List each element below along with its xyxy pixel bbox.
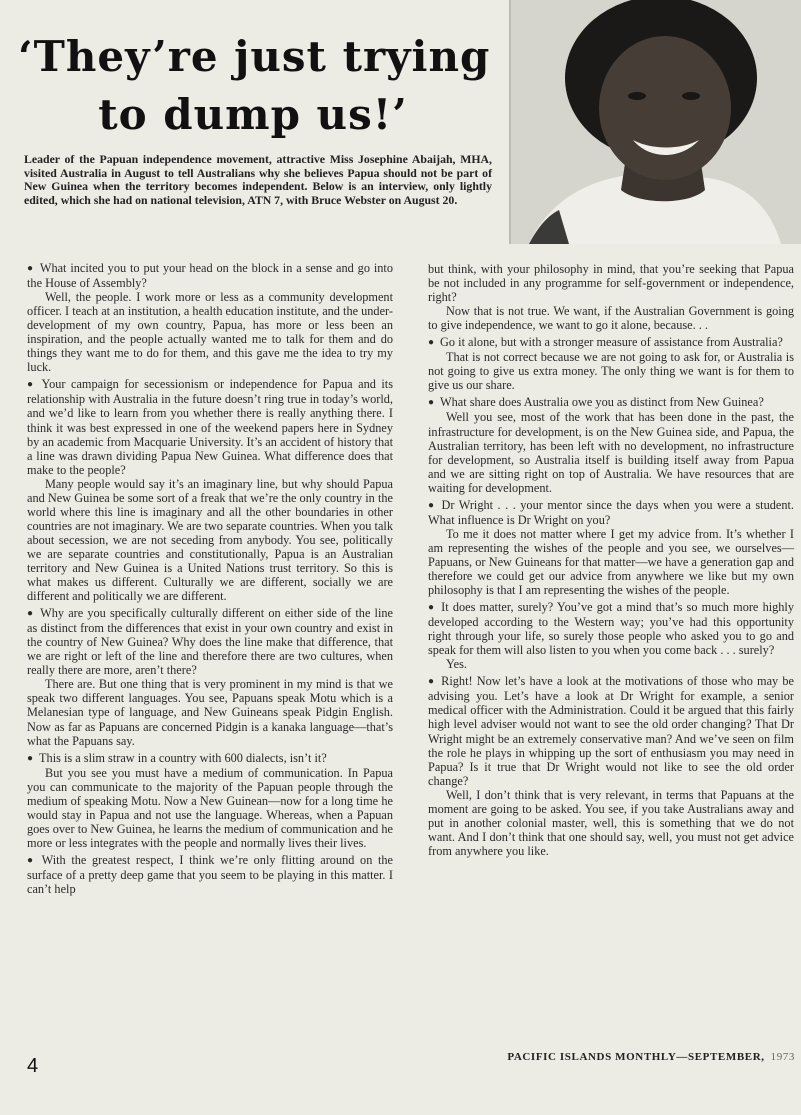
publication-name: PACIFIC ISLANDS MONTHLY—SEPTEMBER, [507,1051,765,1063]
answer-paragraph: There are. But one thing that is very prominent in my mind is that we speak two different languages. You see, Papuans speak Motu which is a Melanesian type of language, and New Guineans speak Pidgin English. Now as far as Papuans are concerned Pidgin is a kanaka language—that’s what the Papuans say. [27,677,393,748]
answer-paragraph: Now that is not true. We want, if the Australian Government is going to give independence, we want to go it alone, because. . . [428,304,794,333]
answer-paragraph: But you see you must have a medium of communication. In Papua you can communicate to the majority of the Papuan people through the medium of speaking Motu. Now a New Guinean—now for a long time he would stay in Papua and not use the language. Whereas, when a Papuan goes over to New Guinea, he learns the medium of communication and he more or less integrates with the people and normally lives their lives. [27,765,393,850]
paragraph-text: Your campaign for secessionism or independence for Papua and its relationship with Australia in the future doesn’t ring true in today’s world, and we’d like to learn from you whether there is really anything there. I think it was best expressed in one of the weekend papers here in Sydney by an academic from Macquarie University. It’s an accident of history that a line was drawn dividing Papua New Guinea. What difference does that make to the people? [27,377,393,477]
paragraph-text: What incited you to put your head on the block in a sense and go into the House of Assembly? [27,261,393,291]
page-number: 4 [27,1055,39,1077]
bullet-icon: ● [428,676,436,688]
interview-column-right [428,262,794,858]
question-paragraph [27,853,393,896]
continued-paragraph: but think, with your philosophy in mind, that you’re seeking that Papua be not included in any programme for self-government or independence, right? [428,262,794,305]
running-footer [507,1051,795,1063]
headline-line-2: to dump us!’ [98,90,408,139]
answer-paragraph: To me it does not matter where I get my advice from. It’s whether I am representing the wishes of the people and you see, we ourselves—Papuans, or New Guineans for that matter—we have a generation gap and therefore we could get our advice from anywhere we like but my own philosophy is that I am representing the wishes of the people. [428,526,794,598]
question-paragraph [428,600,794,657]
bullet-icon: ● [428,397,435,409]
paragraph-text: Right! Now let’s have a look at the motivations of those who may be advising you. Let’s have a look at Dr Wright for example, a senior medical officer with the Administration. Could it be argued that this fairly high level adviser would not want to see the old order changing? That Dr Wright might be an extremely conservative man? And we’ve seen on film the role he plays in whipping up the sort of enthusiasm you may need in Papua? Is it true that Dr Wright would not like to see the old order change? [428,674,794,788]
portrait-photo [509,0,801,244]
bullet-icon: ● [27,263,34,274]
answer-paragraph: Well, the people. I work more or less as a community development officer. I teach at an institution, a health education institute, and the under-development of my own country, Papua, has more or less been an inspiration, and the people actually wanted me to talk for them and do things they want me to do for them, and this gave me the idea to try my luck. [27,290,393,375]
bullet-icon: ● [27,379,36,391]
answer-paragraph: Many people would say it’s an imaginary line, but why should Papua and New Guinea be some sort of a freak that we’re the only country in the world where this line is imaginary and all the other boundaries in other countries are not imaginary. We are two separate countries. When you talk about secession, we are not seceding from anybody. You see, politically we are separate countries and constitutionally, Papua is an Australian territory and New Guinea is a United Nations trust territory. So this is what makes us different. Culturally we are different, socially we are different and politically we are different. [27,476,393,604]
answer-paragraph: Well you see, most of the work that has been done in the past, the infrastructure for development, is on the New Guinea side, and Papua, the Australian territory, has been left with no development, no infrastructure for development, so Australia itself is building itself away from Papua and we are sitting right on top of Australia. We have resources that are waiting for development. [428,410,794,495]
headline-line-1: ‘They’re just trying [18,32,491,81]
paragraph-text: Go it alone, but with a stronger measure of assistance from Australia? [440,335,783,350]
bullet-icon: ● [27,752,34,764]
bullet-icon: ● [27,854,36,866]
interview-column-left [27,258,393,896]
bullet-icon: ● [428,499,436,511]
question-paragraph [27,261,393,290]
question-paragraph [27,377,393,476]
standfirst: Leader of the Papuan independence movement, attractive Miss Josephine Abaijah, MHA, visited Australia in August to tell Australians why she believes Papua should not be part of New Guinea when the territory becomes independent. Below is an interview, only lightly edited, which she had on national television, ATN 7, with Bruce Webster on August 20. [24,152,492,207]
question-paragraph [428,335,794,350]
paragraph-text: What share does Australia owe you as distinct from New Guinea? [440,395,764,410]
paragraph-text: This is a slim straw in a country with 600 dialects, isn’t it? [39,750,327,765]
question-paragraph [428,674,794,787]
question-paragraph [27,751,393,766]
question-paragraph [27,606,393,677]
answer-paragraph: Yes. [446,657,467,672]
paragraph-text: With the greatest respect, I think we’re only flitting around on the surface of a pretty deep game that you seem to be playing in this matter. I can’t help [27,852,393,897]
answer-paragraph: Well, I don’t think that is very relevant, in terms that Papuans at the moment are going to be asked. You see, if you take Australians away and put in another colonial master, well, this is something that we do not want. And I don’t think that one should say, well, you must not get advice from anywhere you like. [428,787,794,858]
bullet-icon: ● [428,602,436,614]
question-paragraph [428,498,794,527]
paragraph-text: Dr Wright . . . your mentor since the days when you were a student. What influence is Dr Wright on you? [428,497,794,527]
bullet-icon: ● [428,337,435,349]
question-paragraph [428,395,794,410]
paragraph-text: Why are you specifically culturally different on either side of the line as distinct from the differences that exist in your own country and exist in the country of New Guinea? Why does the line make that difference, that we are right or left of the line and therefore there are two cultures, when really there are more, aren’t there? [27,606,393,678]
paragraph-text: It does matter, surely? You’ve got a mind that’s so much more highly developed according to the Western way; you’ve had this opportunity right through your life, so surely those people who asked you to go and speak for them will also listen to you when you come back . . . surely? [428,600,794,658]
headline [18,28,491,144]
answer-paragraph: That is not correct because we are not going to ask for, or Australia is not going to give us extra money. The only thing we want is for them to give us our share. [428,350,794,393]
publication-year: 1973 [770,1051,795,1063]
bullet-icon: ● [27,608,35,620]
